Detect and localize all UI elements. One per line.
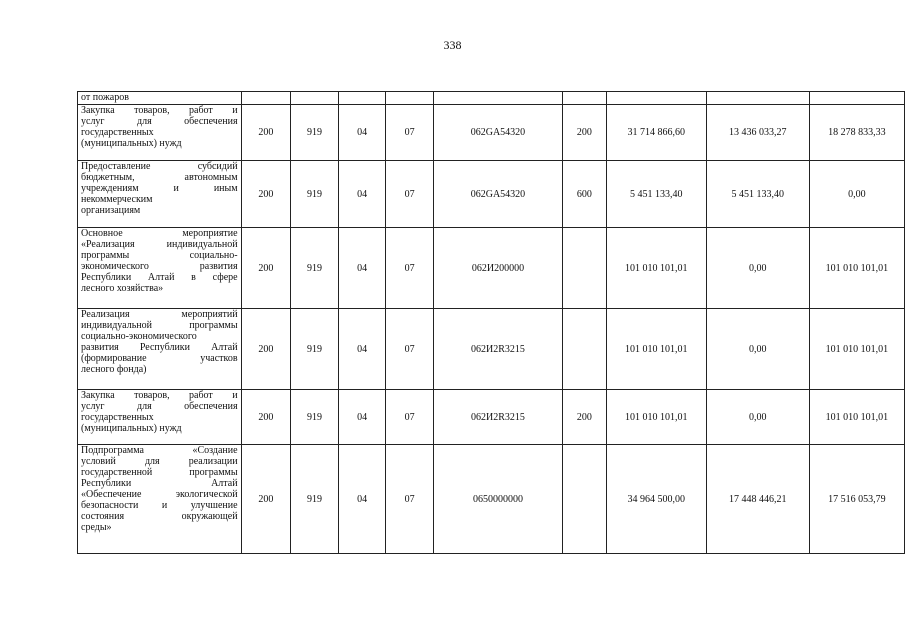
row-name-cell <box>78 105 242 161</box>
code-1-cell: 200 <box>241 390 291 445</box>
code-1-cell: 200 <box>241 445 291 554</box>
target-code-cell: 062GA54320 <box>433 105 562 161</box>
row-name-line: Республики Алтай в сфере <box>81 272 238 283</box>
amount-2-cell: 17 448 446,21 <box>706 445 809 554</box>
code-3-cell: 04 <box>338 445 386 554</box>
code-2-cell: 919 <box>291 390 339 445</box>
code-3-cell <box>338 92 386 105</box>
expense-type-cell <box>562 228 606 309</box>
row-name-line: экономического развития <box>81 261 238 272</box>
row-name-line: бюджетным, автономным <box>81 172 238 183</box>
target-code-cell: 062И2R3215 <box>433 309 562 390</box>
amount-2-cell: 0,00 <box>706 390 809 445</box>
row-name-cell <box>78 445 242 554</box>
row-name-line: Подпрограмма «Создание <box>81 445 238 456</box>
row-name-line: от пожаров <box>81 92 129 103</box>
amount-total-cell: 101 010 101,01 <box>606 309 706 390</box>
amount-2-cell: 0,00 <box>706 309 809 390</box>
row-name-line: (формирование участков <box>81 353 238 364</box>
row-name-cell <box>78 309 242 390</box>
code-4-cell: 07 <box>386 228 434 309</box>
target-code-cell: 0650000000 <box>433 445 562 554</box>
row-name-line: государственной программы <box>81 467 238 478</box>
target-code-cell: 062И200000 <box>433 228 562 309</box>
table-row <box>78 228 905 309</box>
row-name-line: (муниципальных) нужд <box>81 138 182 149</box>
table-row <box>78 445 905 554</box>
row-name-cell <box>78 228 242 309</box>
row-name-line: лесного хозяйства» <box>81 283 164 294</box>
amount-total-cell: 31 714 866,60 <box>606 105 706 161</box>
row-name-line: государственных <box>81 412 154 423</box>
code-4-cell: 07 <box>386 161 434 228</box>
code-3-cell: 04 <box>338 228 386 309</box>
code-4-cell: 07 <box>386 105 434 161</box>
expense-type-cell <box>562 445 606 554</box>
row-name-line: некоммерческим <box>81 194 153 205</box>
amount-total-cell: 101 010 101,01 <box>606 390 706 445</box>
page-number: 338 <box>443 38 462 52</box>
row-name-line: Закупка товаров, работ и <box>81 105 238 116</box>
row-name-line: Основное мероприятие <box>81 228 238 239</box>
code-2-cell <box>291 92 339 105</box>
amount-3-cell: 0,00 <box>809 161 904 228</box>
amount-3-cell: 101 010 101,01 <box>809 390 904 445</box>
code-2-cell: 919 <box>291 161 339 228</box>
amount-3-cell <box>809 92 904 105</box>
expense-type-cell <box>562 92 606 105</box>
code-1-cell <box>241 92 291 105</box>
row-name-line: Республики Алтай <box>81 478 238 489</box>
table-row <box>78 105 905 161</box>
amount-3-cell: 101 010 101,01 <box>809 228 904 309</box>
code-4-cell: 07 <box>386 390 434 445</box>
row-name-line: услуг для обеспечения <box>81 401 238 412</box>
budget-table-body <box>78 92 905 554</box>
table-row <box>78 92 905 105</box>
row-name-line: «Обеспечение экологической <box>81 489 238 500</box>
row-name-line: лесного фонда) <box>81 364 147 375</box>
code-1-cell: 200 <box>241 105 291 161</box>
row-name-line: государственных <box>81 127 154 138</box>
row-name-line: Реализация мероприятий <box>81 309 238 320</box>
amount-2-cell: 13 436 033,27 <box>706 105 809 161</box>
code-2-cell: 919 <box>291 445 339 554</box>
row-name-line: Закупка товаров, работ и <box>81 390 238 401</box>
table-row <box>78 161 905 228</box>
row-name-line: состояния окружающей <box>81 511 238 522</box>
code-2-cell: 919 <box>291 309 339 390</box>
code-1-cell: 200 <box>241 228 291 309</box>
row-name-line: программы социально- <box>81 250 238 261</box>
expense-type-cell <box>562 309 606 390</box>
target-code-cell <box>433 92 562 105</box>
amount-total-cell <box>606 92 706 105</box>
table-row <box>78 309 905 390</box>
table-row <box>78 390 905 445</box>
amount-total-cell: 5 451 133,40 <box>606 161 706 228</box>
row-name-line: безопасности и улучшение <box>81 500 238 511</box>
row-name-line: условий для реализации <box>81 456 238 467</box>
code-3-cell: 04 <box>338 390 386 445</box>
code-4-cell: 07 <box>386 445 434 554</box>
code-3-cell: 04 <box>338 309 386 390</box>
amount-3-cell: 18 278 833,33 <box>809 105 904 161</box>
code-4-cell: 07 <box>386 309 434 390</box>
expense-type-cell: 600 <box>562 161 606 228</box>
row-name-line: услуг для обеспечения <box>81 116 238 127</box>
amount-3-cell: 17 516 053,79 <box>809 445 904 554</box>
code-2-cell: 919 <box>291 228 339 309</box>
row-name-cell <box>78 161 242 228</box>
amount-2-cell: 5 451 133,40 <box>706 161 809 228</box>
code-2-cell: 919 <box>291 105 339 161</box>
row-name-cell <box>78 390 242 445</box>
row-name-line: индивидуальной программы <box>81 320 238 331</box>
code-1-cell: 200 <box>241 309 291 390</box>
expense-type-cell: 200 <box>562 390 606 445</box>
row-name-line: организациям <box>81 205 141 216</box>
row-name-line: социально-экономического <box>81 331 197 342</box>
code-4-cell <box>386 92 434 105</box>
row-name-line: Предоставление субсидий <box>81 161 238 172</box>
target-code-cell: 062И2R3215 <box>433 390 562 445</box>
amount-3-cell: 101 010 101,01 <box>809 309 904 390</box>
code-3-cell: 04 <box>338 105 386 161</box>
row-name-line: развития Республики Алтай <box>81 342 238 353</box>
amount-total-cell: 101 010 101,01 <box>606 228 706 309</box>
code-1-cell: 200 <box>241 161 291 228</box>
amount-2-cell <box>706 92 809 105</box>
expense-type-cell: 200 <box>562 105 606 161</box>
row-name-cell <box>78 92 242 105</box>
row-name-line: «Реализация индивидуальной <box>81 239 238 250</box>
target-code-cell: 062GA54320 <box>433 161 562 228</box>
amount-2-cell: 0,00 <box>706 228 809 309</box>
code-3-cell: 04 <box>338 161 386 228</box>
row-name-line: среды» <box>81 522 112 533</box>
amount-total-cell: 34 964 500,00 <box>606 445 706 554</box>
row-name-line: (муниципальных) нужд <box>81 423 182 434</box>
budget-table <box>77 91 905 554</box>
row-name-line: учреждениям и иным <box>81 183 238 194</box>
